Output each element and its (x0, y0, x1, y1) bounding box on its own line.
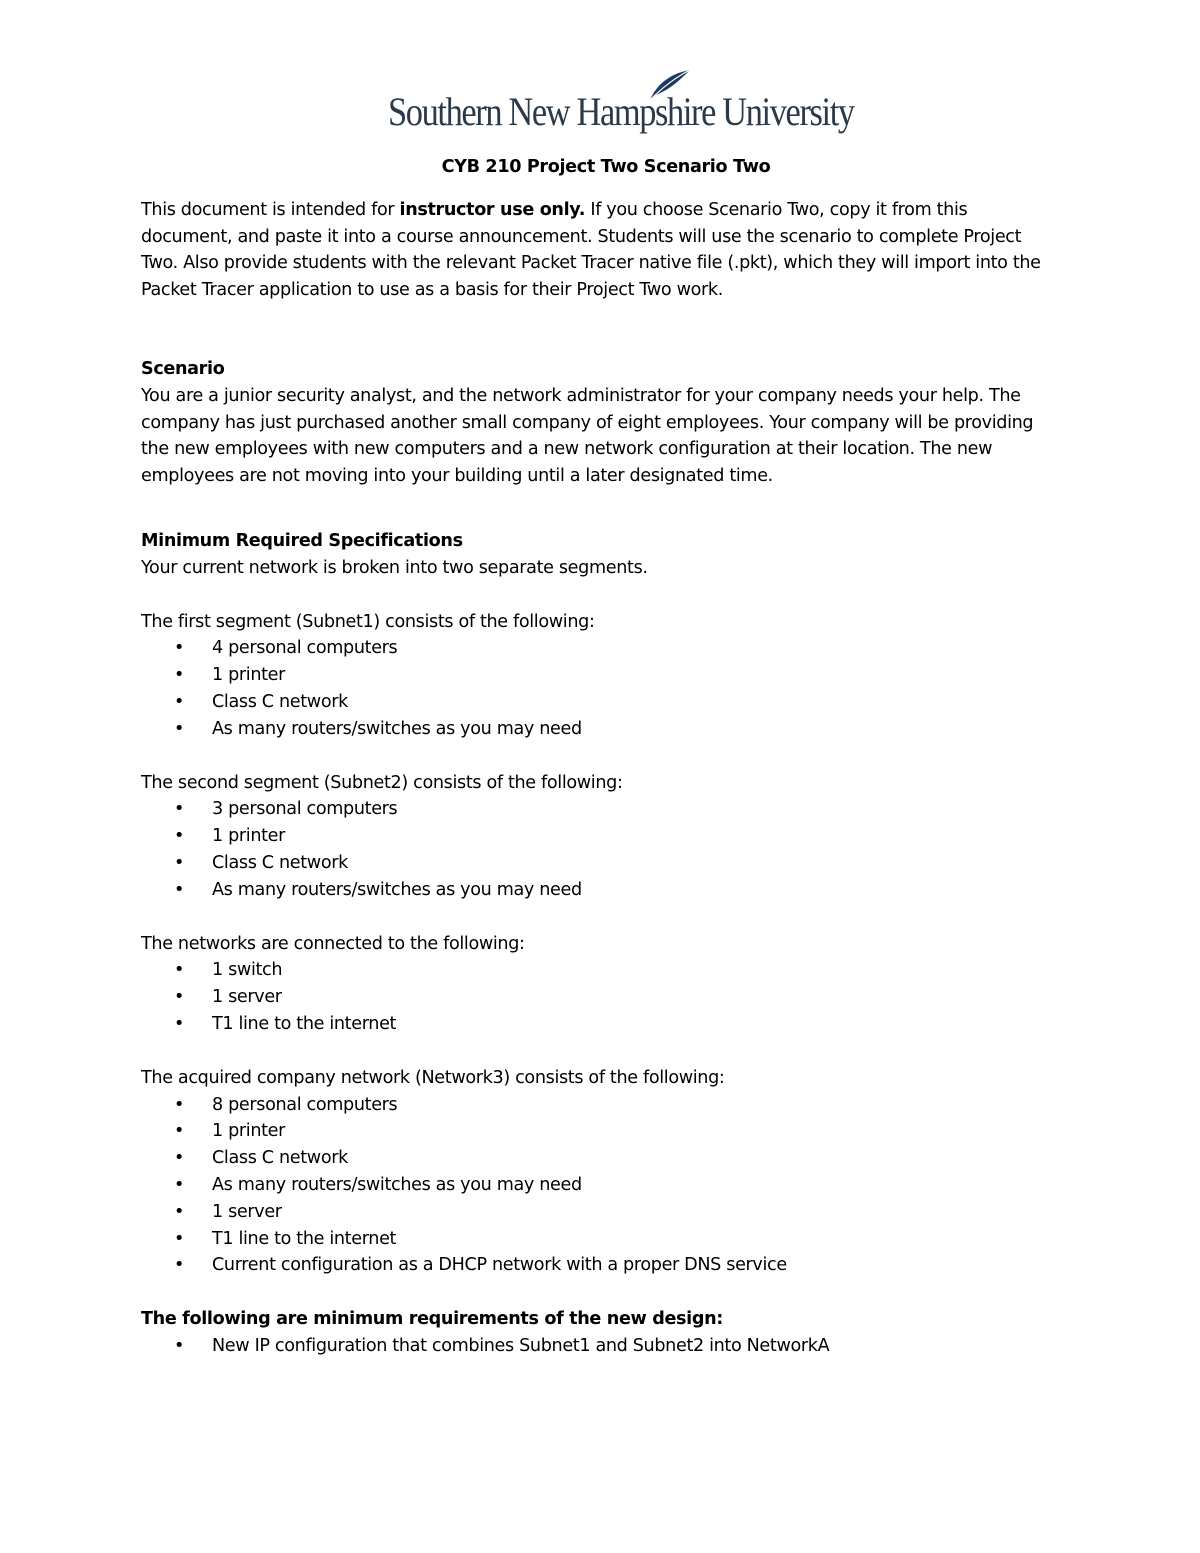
bullet-icon: • (174, 718, 185, 739)
bullet-icon: • (174, 987, 185, 1008)
bullet-icon: • (174, 691, 185, 712)
list-item: • Class C network (141, 689, 1061, 716)
bullet-icon: • (174, 1094, 185, 1115)
specs-heading: Minimum Required Specifications (141, 530, 463, 551)
bullet-icon: • (174, 1121, 185, 1142)
scenario-heading: Scenario (141, 358, 225, 379)
bullet-icon: • (174, 1013, 185, 1034)
requirements-section (141, 1306, 1061, 1360)
bullet-icon: • (174, 638, 185, 659)
logo-wordmark: Southern New Hampshire University (388, 89, 854, 134)
list-item: • As many routers/switches as you may need (141, 877, 1061, 904)
bullet-icon: • (174, 665, 185, 686)
list-item: • As many routers/switches as you may need (141, 716, 1061, 743)
intro-rest: If you choose Scenario Two, copy it from this document, and paste it into a course announcement. Students will use the scenario to complete Project Two. Also provide students with the relevant Packet Tracer native file (.pkt), which they will import into the Packet Tracer application to use as a basis for their Project Two work. (141, 199, 1041, 301)
list-item: • As many routers/switches as you may need (141, 1172, 1061, 1199)
intro-emphasis: instructor use only. (399, 199, 586, 220)
scenario-body: You are a junior security analyst, and the network administrator for your company needs your help. The company has just purchased another small company of eight employees. Your company will be providing the new employees with new computers and a new network configuration at their location. The new employees are not moving into your building until a later designated time. (141, 385, 1034, 487)
bullet-icon: • (174, 1335, 185, 1356)
requirements-list (141, 1333, 1061, 1360)
segment-list-connections (141, 957, 1061, 1037)
list-item: • Class C network (141, 850, 1061, 877)
list-item: • Class C network (141, 1145, 1061, 1172)
list-item: • New IP configuration that combines Subnet1 and Subnet2 into NetworkA (141, 1333, 1061, 1360)
segment-list-subnet1 (141, 635, 1061, 742)
list-item: • T1 line to the internet (141, 1011, 1061, 1038)
list-item: • 4 personal computers (141, 635, 1061, 662)
bullet-icon: • (174, 1228, 185, 1249)
document-body (141, 150, 1061, 1360)
list-item: • T1 line to the internet (141, 1226, 1061, 1253)
bullet-icon: • (174, 852, 185, 873)
segment-intro: The first segment (Subnet1) consists of the following: (141, 611, 595, 632)
list-item: • 1 server (141, 984, 1061, 1011)
list-item: • 8 personal computers (141, 1092, 1061, 1119)
intro-paragraph (141, 197, 1061, 304)
bullet-icon: • (174, 1174, 185, 1195)
bullet-icon: • (174, 799, 185, 820)
list-item: • Current configuration as a DHCP network with a proper DNS service (141, 1252, 1061, 1279)
specs-section (141, 528, 1061, 1279)
university-logo (384, 66, 854, 138)
bullet-icon: • (174, 1148, 185, 1169)
list-item: • 1 printer (141, 823, 1061, 850)
list-item: • 1 switch (141, 957, 1061, 984)
segment-intro: The acquired company network (Network3) consists of the following: (141, 1067, 725, 1088)
segment-intro: The second segment (Subnet2) consists of the following: (141, 772, 623, 793)
segment-intro: The networks are connected to the following: (141, 933, 525, 954)
segment-list-subnet2 (141, 796, 1061, 903)
scenario-section (141, 356, 1061, 490)
page-title: CYB 210 Project Two Scenario Two (441, 157, 771, 177)
specs-intro: Your current network is broken into two separate segments. (141, 557, 648, 578)
bullet-icon: • (174, 879, 185, 900)
bullet-icon: • (174, 826, 185, 847)
list-item: • 1 printer (141, 662, 1061, 689)
requirements-heading: The following are minimum requirements of the new design: (141, 1309, 723, 1330)
segment-list-network3 (141, 1092, 1061, 1280)
list-item: • 3 personal computers (141, 796, 1061, 823)
bullet-icon: • (174, 1255, 185, 1276)
bullet-icon: • (174, 960, 185, 981)
intro-lead: This document is intended for (141, 199, 400, 220)
list-item: • 1 server (141, 1199, 1061, 1226)
bullet-icon: • (174, 1201, 185, 1222)
list-item: • 1 printer (141, 1118, 1061, 1145)
